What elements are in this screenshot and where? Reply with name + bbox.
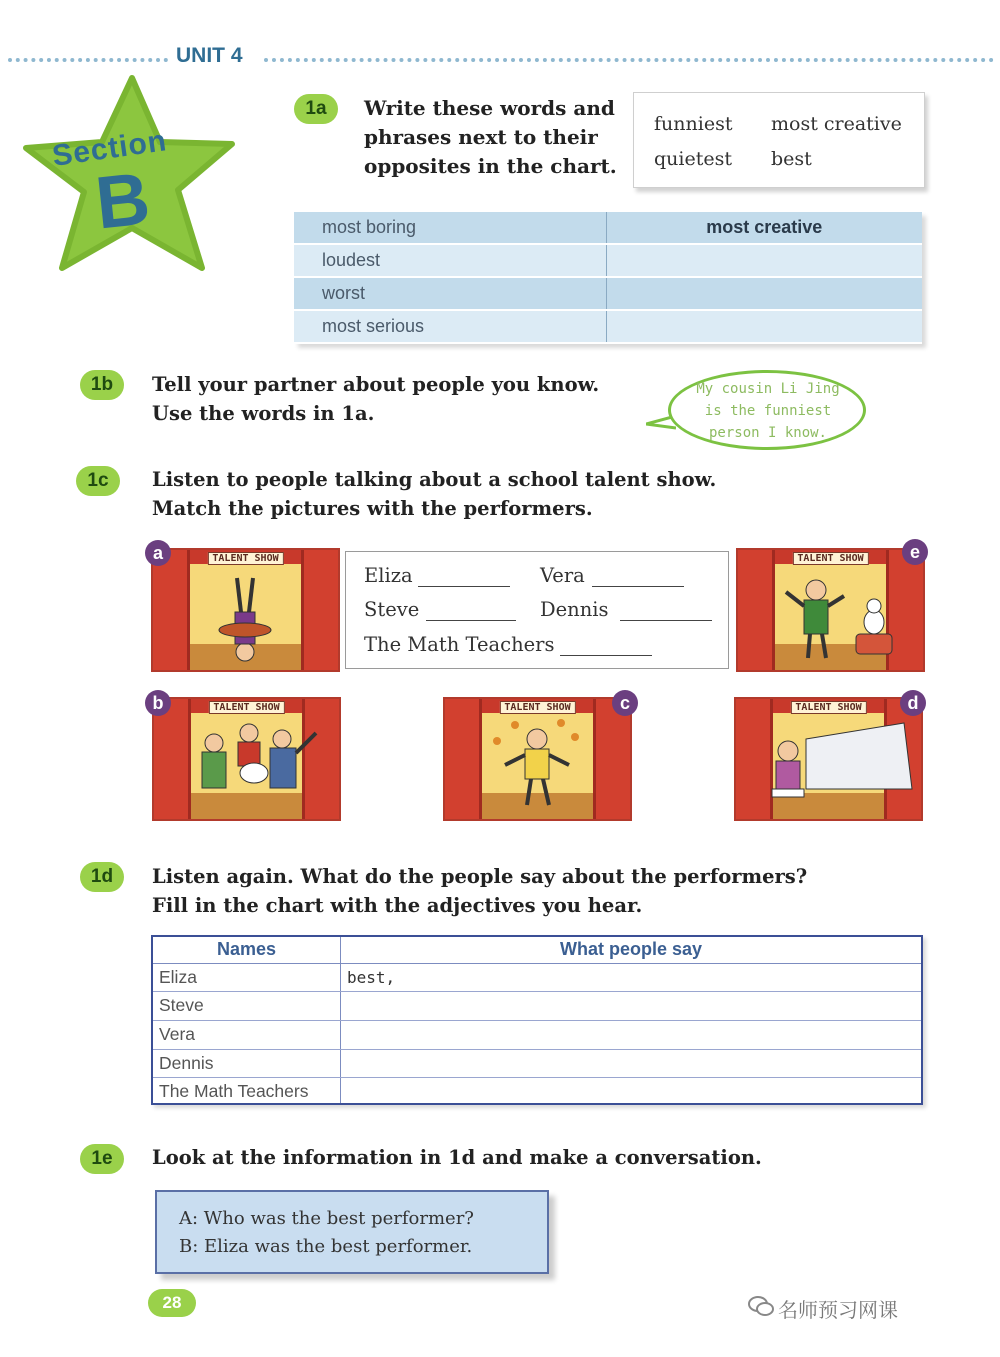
word-item: best xyxy=(771,148,812,170)
table-row-name: The Math Teachers xyxy=(159,1081,309,1101)
upside-down-performer-icon xyxy=(153,550,338,670)
picture-letter-b: b xyxy=(145,690,171,716)
instruction-1a: Write these words and phrases next to their opposites in the chart. xyxy=(364,96,617,178)
answer-blank[interactable] xyxy=(560,655,652,656)
chart-cell-left: most serious xyxy=(294,310,606,343)
picture-b xyxy=(152,697,341,821)
performer-name: Vera xyxy=(540,564,585,587)
band-performers-icon xyxy=(154,699,339,819)
answer-blank[interactable] xyxy=(592,586,684,587)
watermark-text: 名师预习网课 xyxy=(778,1298,898,1322)
chart-row xyxy=(294,310,922,343)
instruction-1c: Listen to people talking about a school talent show. Match the pictures with the performers. xyxy=(152,468,717,520)
picture-d xyxy=(734,697,923,821)
talent-show-sign: TALENT SHOW xyxy=(207,552,283,565)
example-dialogue-box xyxy=(155,1190,549,1274)
header-dotted-rule-left xyxy=(8,58,168,62)
chart-cell-right: most creative xyxy=(606,212,922,244)
chart-row xyxy=(294,244,922,277)
instruction-1d: Listen again. What do the people say about the performers? Fill in the chart with the adjectives you hear. xyxy=(152,865,808,917)
section-letter: B xyxy=(91,156,154,245)
answer-blank[interactable] xyxy=(418,586,510,587)
badge-1c: 1c xyxy=(76,466,120,496)
header-what-people-say: What people say xyxy=(559,939,703,959)
dialogue-line: B: Eliza was the best performer. xyxy=(179,1236,473,1257)
answer-blank[interactable] xyxy=(620,620,712,621)
picture-a xyxy=(151,548,340,672)
badge-1a: 1a xyxy=(294,94,338,124)
talent-show-sign: TALENT SHOW xyxy=(790,701,866,714)
chart-cell-right[interactable] xyxy=(606,277,922,310)
chart-row xyxy=(294,277,922,310)
speech-bubble-text: My cousin Li Jing is the funniest person I know. xyxy=(696,381,840,441)
performer-name: Steve xyxy=(364,598,420,621)
performer-name: The Math Teachers xyxy=(364,633,555,656)
table-row-name: Vera xyxy=(159,1024,195,1044)
chart-cell-right[interactable] xyxy=(606,310,922,343)
performer-name: Dennis xyxy=(540,598,609,621)
table-row-name: Steve xyxy=(159,995,204,1015)
header-names: Names xyxy=(216,939,277,959)
talent-show-sign: TALENT SHOW xyxy=(792,552,868,565)
picture-letter-c: c xyxy=(612,690,638,716)
table-row-name: Eliza xyxy=(159,967,197,987)
page-number: 28 xyxy=(148,1289,196,1317)
chart-cell-left: most boring xyxy=(294,212,606,244)
picture-letter-a: a xyxy=(145,540,171,566)
performer-names-box xyxy=(345,551,729,669)
instruction-1b: Tell your partner about people you know. Use the words in 1a. xyxy=(152,373,600,425)
chart-row xyxy=(294,212,922,244)
chart-cell-left: worst xyxy=(294,277,606,310)
table-row-say[interactable]: best, xyxy=(347,968,396,987)
dog-trainer-performer-icon xyxy=(738,550,923,670)
picture-c xyxy=(443,697,632,821)
badge-1d: 1d xyxy=(80,862,124,892)
chart-cell-left: loudest xyxy=(294,244,606,277)
pianist-performer-icon xyxy=(736,699,921,819)
section-label: Section xyxy=(50,124,170,173)
performer-name: Eliza xyxy=(364,564,413,587)
chat-logo-icon xyxy=(748,1294,774,1318)
word-item: funniest xyxy=(654,113,733,135)
performers-chart-1d xyxy=(151,935,923,1105)
opposites-chart-1a xyxy=(294,212,922,344)
word-box-1a xyxy=(633,92,925,188)
word-item: quietest xyxy=(654,148,732,170)
answer-blank[interactable] xyxy=(426,620,516,621)
dialogue-line: A: Who was the best performer? xyxy=(179,1208,474,1229)
talent-show-sign: TALENT SHOW xyxy=(208,701,284,714)
header-dotted-rule-right xyxy=(264,58,994,62)
juggler-performer-icon xyxy=(445,699,630,819)
table-row-name: Dennis xyxy=(159,1053,214,1073)
word-item: most creative xyxy=(771,113,902,135)
badge-1b: 1b xyxy=(80,370,124,400)
badge-1e: 1e xyxy=(80,1144,124,1174)
picture-e xyxy=(736,548,925,672)
picture-letter-e: e xyxy=(902,539,928,565)
talent-show-sign: TALENT SHOW xyxy=(499,701,575,714)
picture-letter-d: d xyxy=(900,690,926,716)
unit-title: UNIT 4 xyxy=(176,44,243,67)
chart-cell-right[interactable] xyxy=(606,244,922,277)
instruction-1e: Look at the information in 1d and make a conversation. xyxy=(152,1146,762,1169)
